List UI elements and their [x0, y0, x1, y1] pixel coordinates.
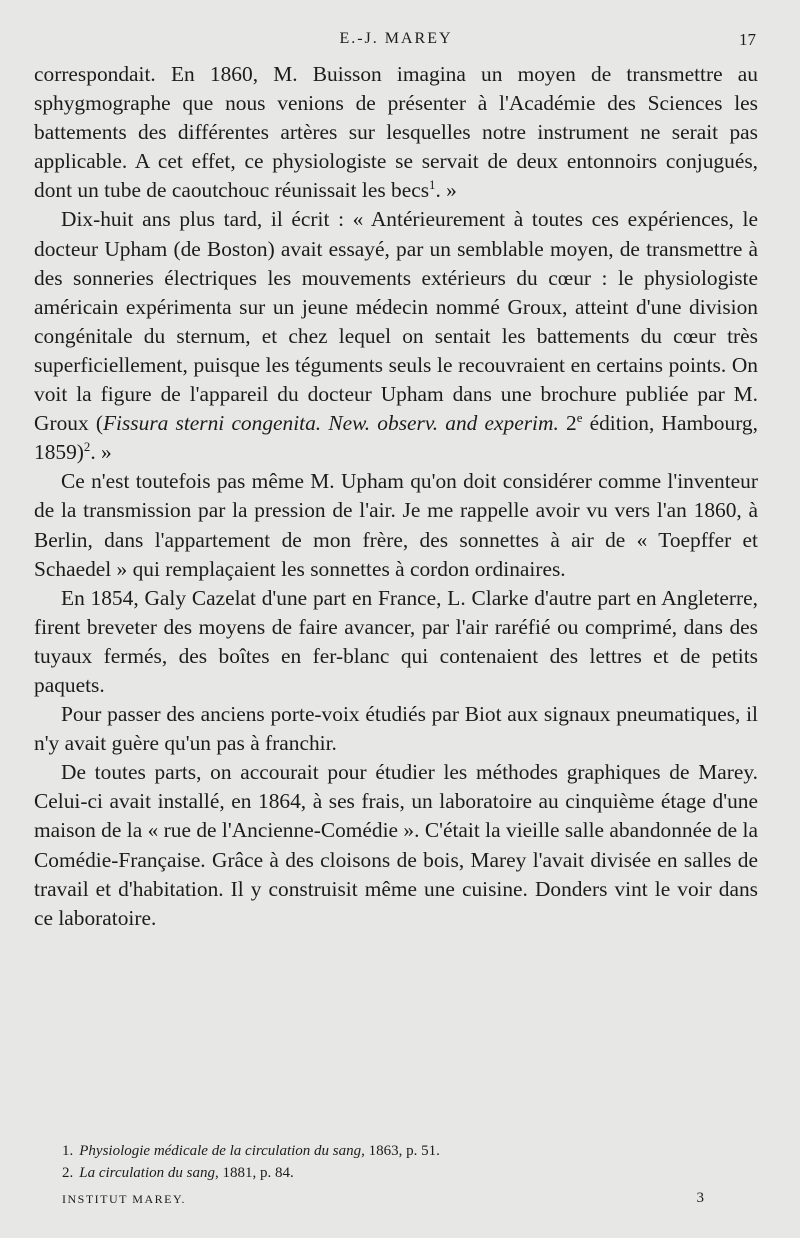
footnote-title: Physiologie médicale de la circulation du sang — [79, 1143, 362, 1159]
italic-title: Fissura sterni congenita. New. observ. and experim. — [102, 411, 559, 436]
footnote-2 — [62, 1162, 762, 1184]
page-number: 17 — [739, 30, 756, 49]
footnotes — [62, 1140, 762, 1184]
paragraph-text: . » — [435, 178, 457, 203]
paragraph-2 — [34, 205, 758, 467]
body-text — [34, 60, 758, 933]
paragraph-text: 2 — [558, 411, 577, 436]
footnote-ref-2: 2 — [83, 440, 91, 455]
paragraph-text: édition, Hambourg, 1859) — [34, 411, 758, 465]
footnote-number: 1. — [62, 1143, 74, 1159]
paragraph-3: Ce n'est toutefois pas même M. Upham qu'on doit considérer comme l'inventeur de la transmission par la pression de l'air. Je me rappelle avoir vu vers l'an 1860, à Berlin, dans l'appartement de mon frère, des sonnettes à air de « Toepffer et Schaedel » qui remplaçaient les sonnettes à cordon ordinaires. — [34, 469, 758, 581]
footnote-details: , 1881, p. 84. — [214, 1165, 294, 1181]
running-title: E.-J. MAREY — [339, 30, 453, 47]
paragraph-4: En 1854, Galy Cazelat d'une part en France, L. Clarke d'autre part en Angleterre, firent breveter des moyens de faire avancer, par l'air raréfié ou comprimé, dans des tuyaux fermés, des boîtes en fer-blanc qui contenaient des lettres et de petits paquets. — [34, 585, 758, 697]
paragraph-6: De toutes parts, on accourait pour étudier les méthodes graphiques de Marey. Celui-ci avait installé, en 1864, à ses frais, un laboratoire au cinquième étage d'une maison de la « rue de l'Ancienne-Comédie ». C'était la vieille salle abandonnée de la Comédie-Française. Grâce à des cloisons de bois, Marey l'avait divisée en salles de travail et d'habitation. Il y construisit même une cuisine. Donders vint le voir dans ce laboratoire. — [34, 760, 758, 930]
footnote-ref-1: 1 — [429, 178, 436, 193]
paragraph-5: Pour passer des anciens porte-voix étudiés par Biot aux signaux pneumatiques, il n'y avait guère qu'un pas à franchir. — [34, 702, 758, 756]
paragraph-text: correspondait. En 1860, M. Buisson imagina un moyen de transmettre au sphygmographe que nous venions de présenter à l'Académie des Sciences les battements des différentes artères sur lesquelles notre instrument ne serait pas applicable. A cet effet, ce physiologiste se servait de deux entonnoirs conjugués, dont un tube de caoutchouc réunissait les becs — [34, 62, 758, 203]
footnote-1 — [62, 1140, 762, 1162]
footnote-number: 2. — [62, 1165, 74, 1181]
signature-mark: 3 — [696, 1190, 704, 1206]
footnote-details: , 1863, p. 51. — [361, 1143, 440, 1159]
institute-imprint: INSTITUT MAREY. — [62, 1192, 187, 1206]
footnote-title: La circulation du sang — [79, 1165, 215, 1181]
page-header — [36, 30, 756, 54]
paragraph-text: . » — [90, 440, 112, 465]
paragraph-1 — [34, 60, 758, 205]
paragraph-text: Dix-huit ans plus tard, il écrit : « Antérieurement à toutes ces expériences, le docteur Upham (de Boston) avait essayé, par un semblable moyen, de transmettre à des sonneries électriques les mouvements extérieurs du cœur : le physiologiste américain expérimenta sur un jeune médecin nommé Groux, atteint d'une division congénitale du sternum, et chez lequel on sentait les battements du cœur très superficiellement, puisque les téguments seuls le recouvraient en certains points. On voit la figure de l'appareil du docteur Upham dans une brochure publiée par M. Groux ( — [34, 207, 758, 436]
edition-superscript: e — [576, 411, 583, 425]
